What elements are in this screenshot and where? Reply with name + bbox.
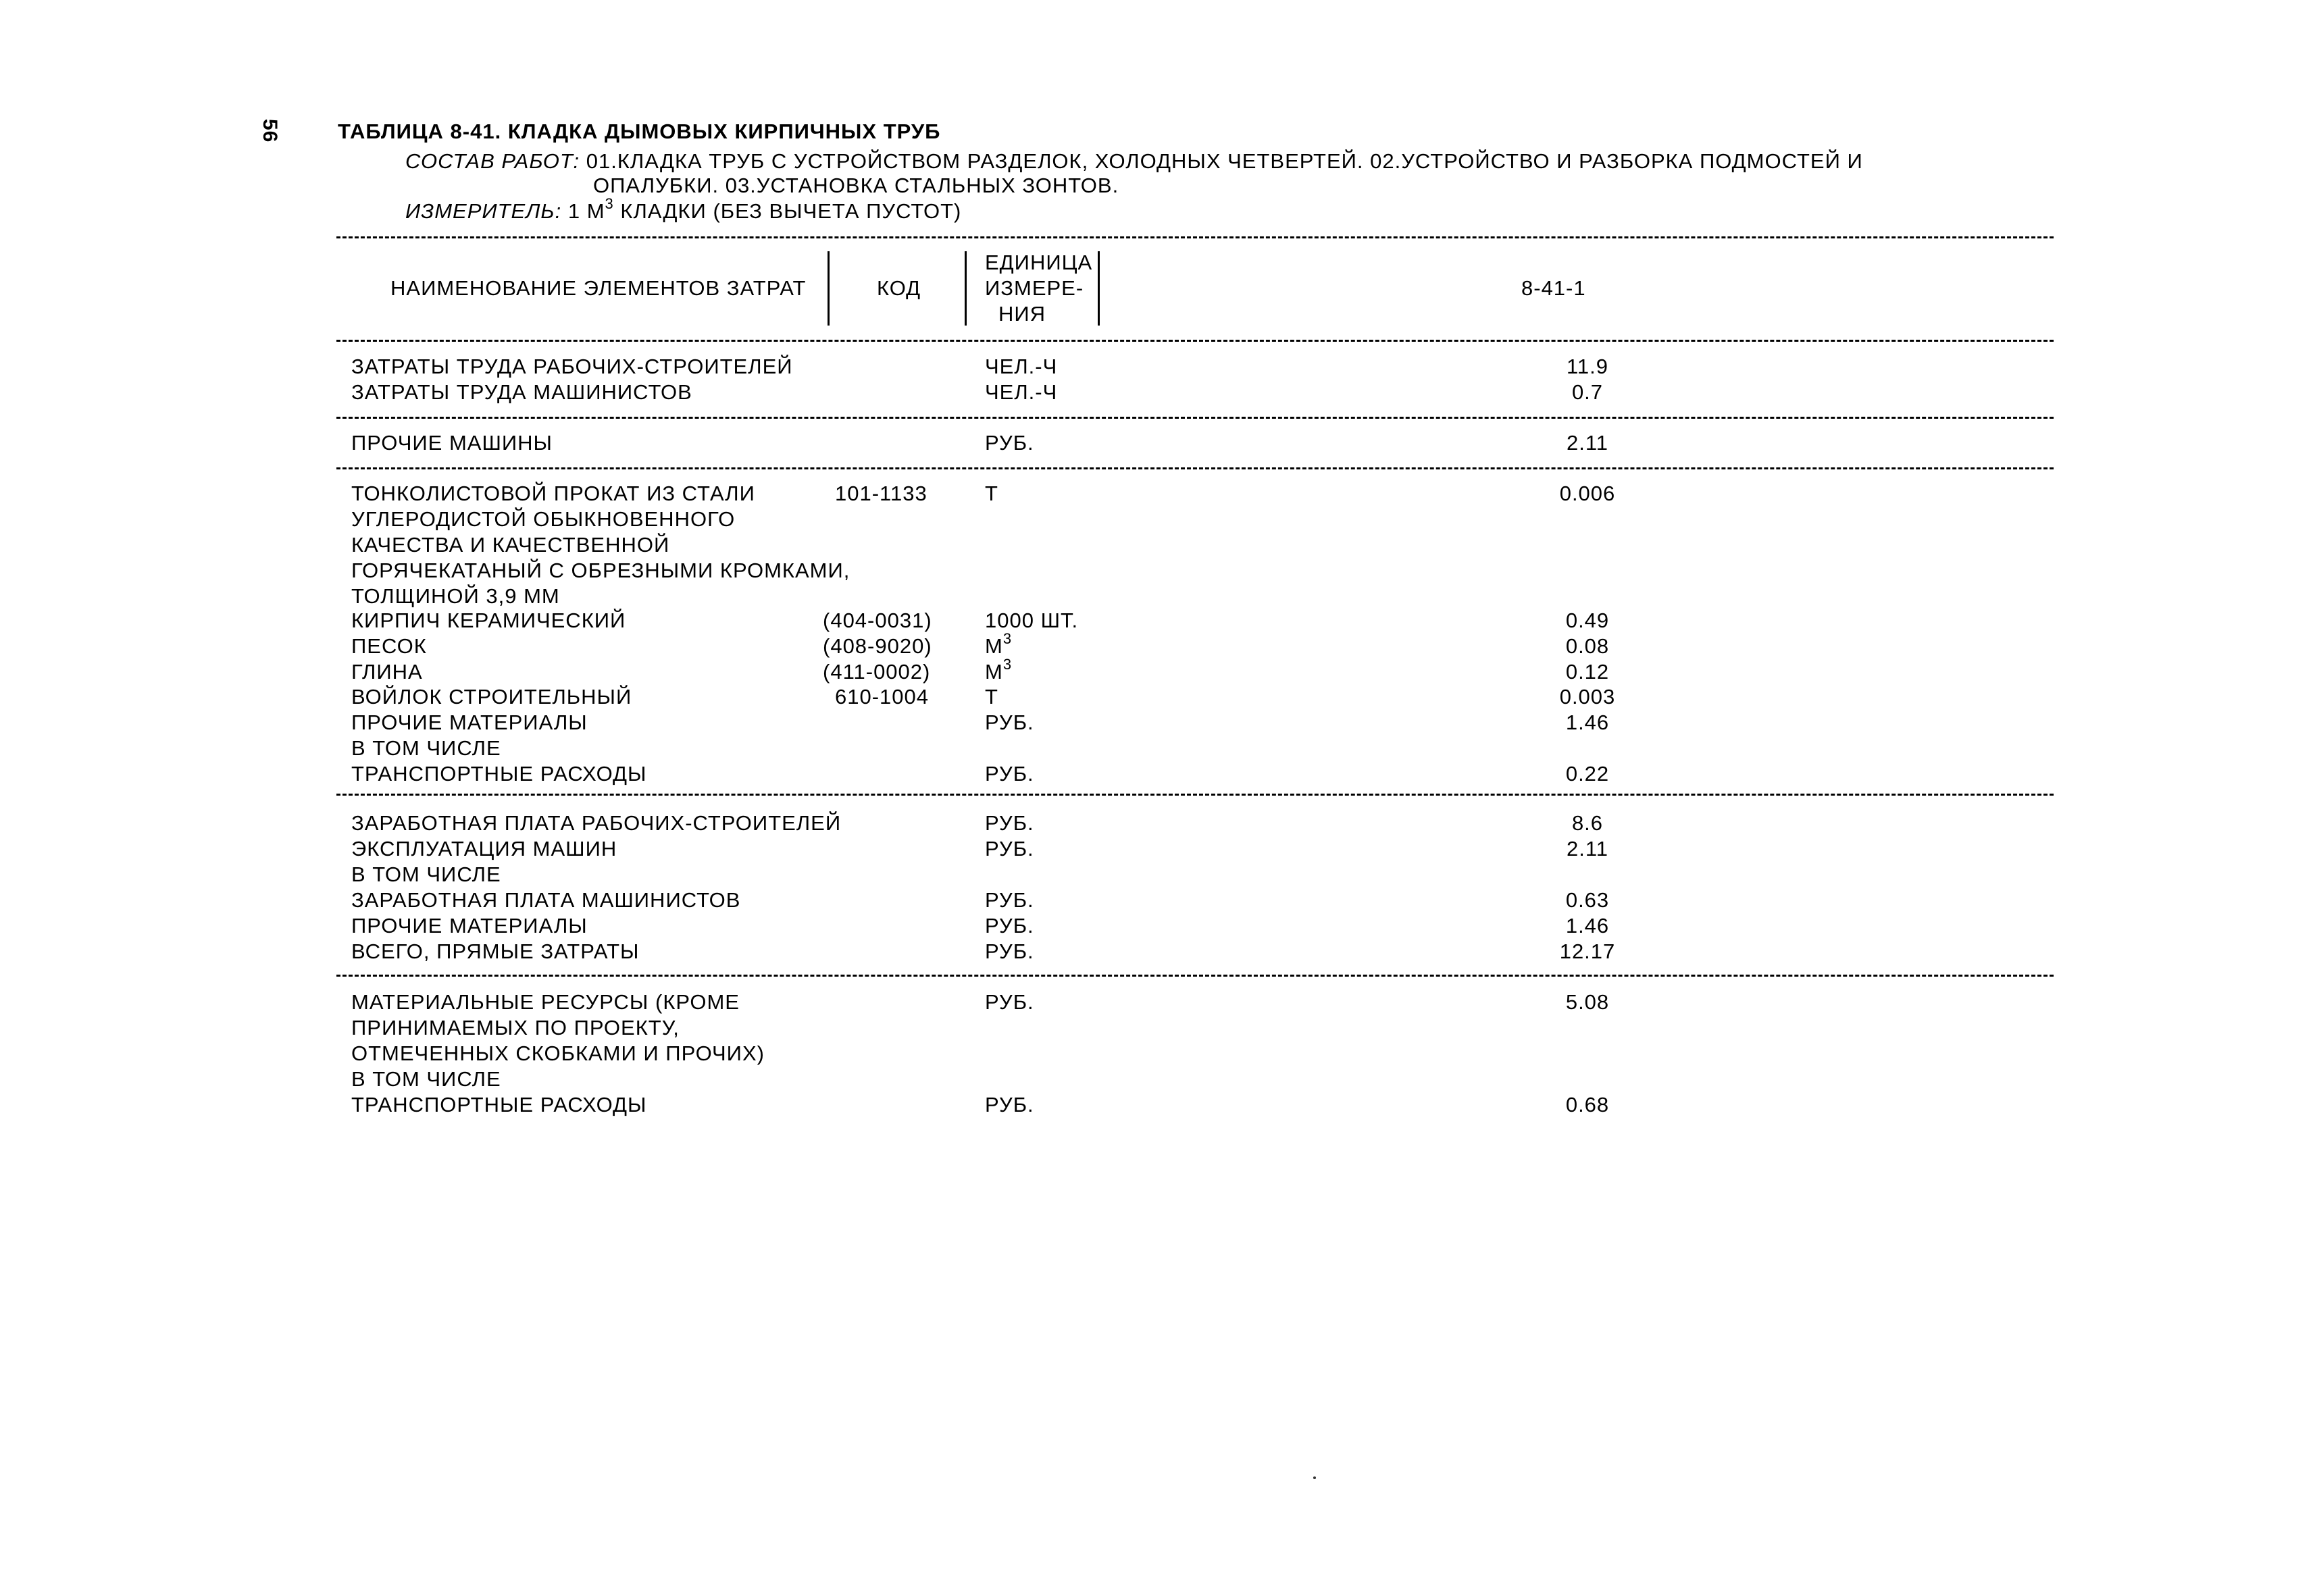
header-code: КОД	[877, 276, 921, 300]
table-row	[0, 862, 2313, 887]
table-row	[0, 558, 2313, 584]
header-name: НАИМЕНОВАНИЕ ЭЛЕМЕНТОВ ЗАТРАТ	[390, 276, 807, 300]
row-unit: РУБ.	[985, 837, 1034, 860]
row-value: 1.46	[1565, 914, 1610, 937]
works-text-2: ОПАЛУБКИ. 03.УСТАНОВКА СТАЛЬНЫХ ЗОНТОВ.	[593, 174, 1119, 197]
table-row	[0, 584, 2313, 609]
row-name: В ТОМ ЧИСЛЕ	[351, 863, 501, 886]
row-value: 5.08	[1565, 990, 1610, 1014]
row-value: 0.68	[1565, 1093, 1610, 1116]
measure-line	[405, 195, 962, 224]
table-row	[0, 1066, 2313, 1092]
table-row	[0, 939, 2313, 964]
row-unit: Т	[985, 482, 998, 505]
row-value: 11.9	[1566, 355, 1609, 378]
row-unit: $М^3$	[985, 656, 1013, 684]
row-value: 0.08	[1565, 634, 1610, 658]
row-name: ЗАТРАТЫ ТРУДА МАШИНИСТОВ	[351, 380, 692, 404]
rule-group-3	[336, 794, 2054, 796]
row-name: ЭКСПЛУАТАЦИЯ МАШИН	[351, 837, 617, 860]
row-unit: Т	[985, 685, 998, 709]
works-line-1	[405, 149, 1863, 174]
row-unit: 1000 ШТ.	[985, 609, 1079, 632]
row-name: ПРИНИМАЕМЫХ ПО ПРОЕКТУ,	[351, 1016, 680, 1039]
row-code: 610-1004	[835, 685, 930, 709]
row-unit: РУБ.	[985, 888, 1034, 912]
table-row	[0, 507, 2313, 532]
page-number: 56	[259, 119, 281, 143]
row-value: 12.17	[1559, 939, 1616, 963]
table-row	[0, 608, 2313, 634]
row-unit: РУБ.	[985, 711, 1034, 734]
table-row	[0, 1015, 2313, 1041]
row-value: 0.7	[1571, 380, 1604, 404]
row-value: 0.12	[1565, 660, 1610, 684]
row-value: 0.003	[1559, 685, 1616, 709]
table-row	[0, 380, 2313, 405]
row-name: ГЛИНА	[351, 660, 423, 684]
table-row	[0, 810, 2313, 836]
row-name: ГОРЯЧЕКАТАНЫЙ С ОБРЕЗНЫМИ КРОМКАМИ,	[351, 559, 850, 582]
table-row	[0, 736, 2313, 761]
row-name: ТОНКОЛИСТОВОЙ ПРОКАТ ИЗ СТАЛИ	[351, 482, 755, 505]
measure-label: ИЗМЕРИТЕЛЬ:	[405, 199, 562, 223]
table-row	[0, 630, 2313, 659]
table-row	[0, 989, 2313, 1015]
row-value: 0.006	[1559, 482, 1616, 505]
row-unit: РУБ.	[985, 990, 1034, 1014]
row-name: ПРОЧИЕ МАТЕРИАЛЫ	[351, 711, 588, 734]
table-row	[0, 710, 2313, 736]
header-unit-3: НИЯ	[998, 302, 1046, 326]
row-value: 0.63	[1565, 888, 1610, 912]
row-code: 101-1133	[835, 482, 927, 505]
rule-group-1	[336, 417, 2054, 419]
rule-group-4	[336, 975, 2054, 977]
row-name: В ТОМ ЧИСЛЕ	[351, 1067, 501, 1091]
row-name: ТРАНСПОРТНЫЕ РАСХОДЫ	[351, 762, 647, 786]
row-code: (404-0031)	[823, 609, 932, 632]
row-name: ПРОЧИЕ МАТЕРИАЛЫ	[351, 914, 588, 937]
header-bar-3	[1098, 251, 1100, 326]
header-unit-2: ИЗМЕРЕ-	[985, 276, 1084, 300]
row-value: 2.11	[1566, 431, 1609, 455]
measure-sup: 3	[605, 195, 614, 212]
row-unit: ЧЕЛ.-Ч	[985, 355, 1058, 378]
table-row	[0, 656, 2313, 685]
row-name: ЗАТРАТЫ ТРУДА РАБОЧИХ-СТРОИТЕЛЕЙ	[351, 355, 793, 378]
table-row	[0, 532, 2313, 558]
row-name: КИРПИЧ КЕРАМИЧЕСКИЙ	[351, 609, 626, 632]
header-bar-2	[965, 251, 967, 326]
table-row	[0, 430, 2313, 456]
works-label: СОСТАВ РАБОТ:	[405, 149, 580, 173]
row-unit: $М^3$	[985, 630, 1013, 658]
row-name: ОТМЕЧЕННЫХ СКОБКАМИ И ПРОЧИХ)	[351, 1041, 765, 1065]
table-row	[0, 481, 2313, 507]
row-name: КАЧЕСТВА И КАЧЕСТВЕННОЙ	[351, 533, 670, 557]
rule-header	[336, 340, 2054, 342]
row-name: МАТЕРИАЛЬНЫЕ РЕСУРСЫ (КРОМЕ	[351, 990, 740, 1014]
row-name: ВСЕГО, ПРЯМЫЕ ЗАТРАТЫ	[351, 939, 640, 963]
works-text-1: 01.КЛАДКА ТРУБ С УСТРОЙСТВОМ РАЗДЕЛОК, ХОЛОДНЫХ ЧЕТВЕРТЕЙ. 02.УСТРОЙСТВО И РАЗБОРКА ПОДМОСТЕЙ И	[586, 149, 1863, 173]
row-name: ПРОЧИЕ МАШИНЫ	[351, 431, 553, 455]
row-code: (408-9020)	[823, 634, 932, 658]
table-row	[0, 1092, 2313, 1118]
row-name: В ТОМ ЧИСЛЕ	[351, 736, 501, 760]
row-value: 0.22	[1565, 762, 1610, 786]
row-code: (411-0002)	[823, 660, 931, 684]
header-bar-1	[828, 251, 830, 326]
rule-group-2	[336, 467, 2054, 469]
row-value: 8.6	[1571, 811, 1604, 835]
row-unit: РУБ.	[985, 762, 1034, 786]
table-title: ТАБЛИЦА 8-41. КЛАДКА ДЫМОВЫХ КИРПИЧНЫХ ТРУБ	[338, 120, 941, 143]
row-unit: РУБ.	[985, 939, 1034, 963]
header-col: 8-41-1	[1521, 276, 1586, 300]
row-unit: РУБ.	[985, 914, 1034, 937]
row-unit: РУБ.	[985, 431, 1034, 455]
table-row	[0, 684, 2313, 710]
row-name: ЗАРАБОТНАЯ ПЛАТА РАБОЧИХ-СТРОИТЕЛЕЙ	[351, 811, 842, 835]
rule-top	[336, 236, 2054, 238]
measure-prefix: 1 М	[567, 199, 605, 223]
row-unit: РУБ.	[985, 1093, 1034, 1116]
measure-suffix: КЛАДКИ (БЕЗ ВЫЧЕТА ПУСТОТ)	[613, 199, 962, 223]
row-name: УГЛЕРОДИСТОЙ ОБЫКНОВЕННОГО	[351, 507, 736, 531]
table-row	[0, 887, 2313, 913]
header-unit-1: ЕДИНИЦА	[985, 251, 1093, 274]
row-name: ТОЛЩИНОЙ 3,9 ММ	[351, 584, 560, 608]
table-row	[0, 836, 2313, 862]
row-value: 0.49	[1565, 609, 1610, 632]
row-name: ЗАРАБОТНАЯ ПЛАТА МАШИНИСТОВ	[351, 888, 741, 912]
table-row	[0, 354, 2313, 380]
row-name: ПЕСОК	[351, 634, 427, 658]
stray-dot	[1313, 1476, 1316, 1479]
row-name: ВОЙЛОК СТРОИТЕЛЬНЫЙ	[351, 685, 632, 709]
row-value: 1.46	[1565, 711, 1610, 734]
table-row	[0, 913, 2313, 939]
table-row	[0, 1041, 2313, 1066]
row-unit: ЧЕЛ.-Ч	[985, 380, 1058, 404]
row-value: 2.11	[1566, 837, 1609, 860]
row-unit: РУБ.	[985, 811, 1034, 835]
row-name: ТРАНСПОРТНЫЕ РАСХОДЫ	[351, 1093, 647, 1116]
table-row	[0, 761, 2313, 787]
